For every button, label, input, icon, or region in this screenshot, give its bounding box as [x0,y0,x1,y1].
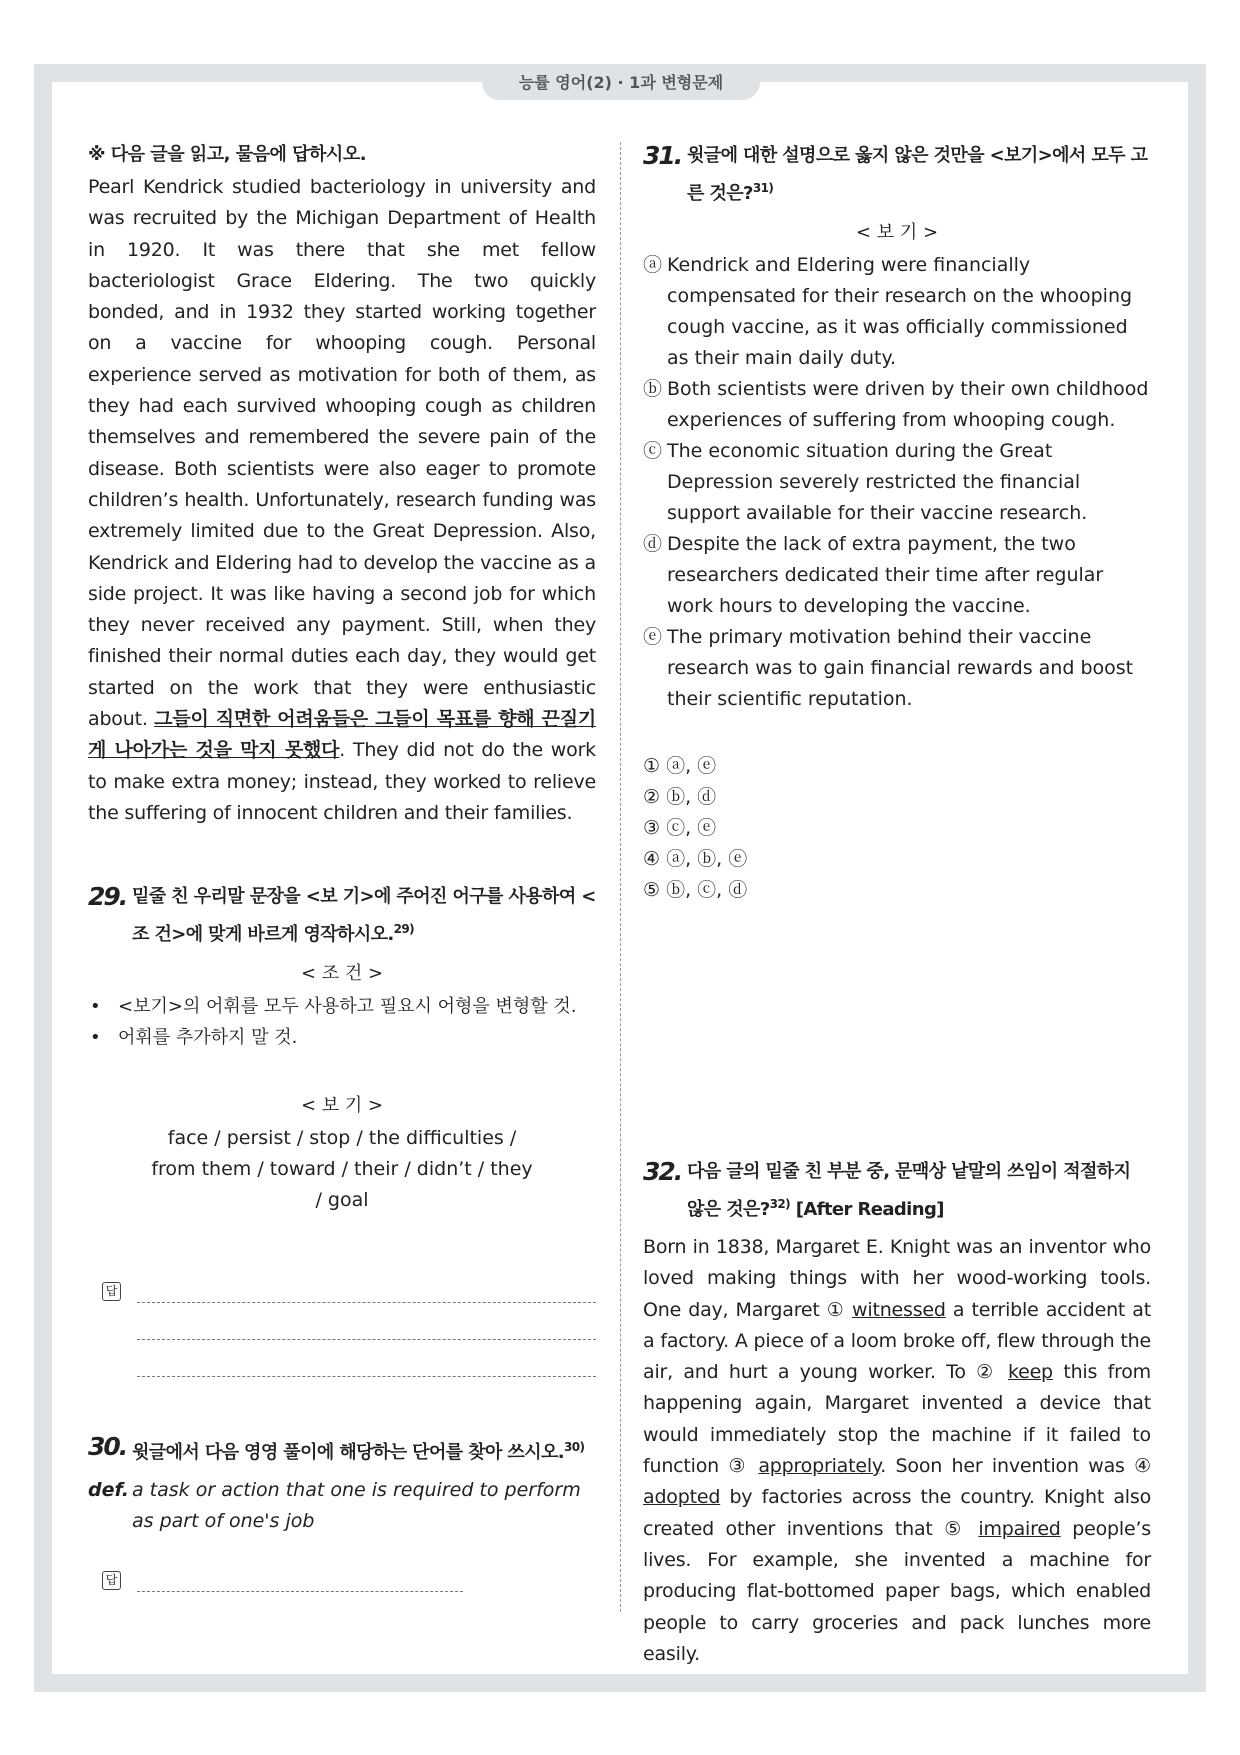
def-label: def. [88,1479,129,1502]
option-3[interactable]: ③ ⓒ, ⓔ [643,817,717,839]
bogi-statements [643,250,1151,715]
answer-line[interactable] [137,1571,463,1592]
question-30 [88,1431,596,1469]
answer-icon: 답 [102,1282,121,1301]
underlined-word-3: appropriately [758,1455,881,1478]
conditions-list [88,991,596,1053]
option-4[interactable]: ④ ⓐ, ⓑ, ⓔ [643,848,748,870]
bogi-words: face / persist / stop / the difficulties / from them / toward / their / didn’t / they / goal [151,1127,533,1212]
answer-lines[interactable] [137,1282,596,1377]
q32-passage: Born in 1838, Margaret E. Knight was an inventor who loved making things with her wood-working tools. One day, Margaret ① witnessed a terrible accident at a factory. A piece of a loom broke off, flew through the air, and hurt a young worker. To ② keep this from happening again, Margaret invented a device that would immediately stop the machine if it failed to function ③ appropriately. Soon her invention was ④ adopted by factories across the country. Knight also created other inventions that ⑤ impaired people’s lives. For example, she invented a machine for producing flat-bottomed paper bags, which enabled people to carry groceries and pack lunches more easily. [643,1236,1151,1665]
answer-area-29 [88,1282,596,1377]
condition-item: • <보기>의 어휘를 모두 사용하고 필요시 어형을 변형할 것. [88,991,596,1022]
conditions-title: < 조 건 > [300,963,384,985]
question-text: 윗글에서 다음 영영 풀이에 해당하는 단어를 찾아 쓰시오.$^{30)}$ [132,1440,585,1464]
question-number: 32. [643,1157,682,1186]
answer-area-30 [88,1571,596,1592]
option-5[interactable]: ⑤ ⓑ, ⓒ, ⓓ [643,879,748,901]
bogi-title: < 보 기 > [855,222,939,243]
question-number: 31. [643,141,682,170]
page-header: 능률 영어(2) · 1과 변형문제 [482,66,760,100]
statement-c: ⓒ The economic situation during the Great Depression severely restricted the financial support available for their vaccine research. [643,440,1088,524]
question-text: 다음 글의 밑줄 친 부분 중, 문맥상 낱말의 쓰임이 적절하지 않은 것은?$^{32)}$ [After Reading] [687,1161,1131,1220]
answer-line[interactable] [137,1340,596,1377]
passage-text-end: . They did not do the work to make extra money; instead, they worked to relieve the suffering of innocent children and their families. [88,739,596,824]
answer-line[interactable] [137,1282,596,1303]
condition-item: • 어휘를 추가하지 말 것. [88,1022,596,1053]
answer-icon: 답 [102,1571,121,1590]
right-column [643,140,1151,1670]
footnote-ref: 30) [564,1440,585,1455]
underlined-sentence: 그들이 직면한 어려움들은 그들이 목표를 향해 끈질기게 나아가는 것을 막지 못했다 [88,708,597,762]
underlined-word-1: witnessed [852,1298,946,1321]
statement-b: ⓑ Both scientists were driven by their own childhood experiences of suffering from whooping cough. [643,378,1149,431]
definition [88,1475,596,1537]
question-32 [643,1156,1151,1226]
option-2[interactable]: ② ⓑ, ⓓ [643,786,717,808]
footnote-ref: 31) [752,181,774,195]
definition-text: a task or action that one is required to perform as part of one's job [132,1479,581,1533]
option-1[interactable]: ① ⓐ, ⓔ [643,755,717,777]
footnote-ref: 29) [393,922,415,937]
question-31 [643,140,1151,210]
question-text: 윗글에 대한 설명으로 옳지 않은 것만을 <보기>에서 모두 고른 것은?$^{31)}$ [687,145,1148,204]
question-text: 밑줄 친 우리말 문장을 <보 기>에 주어진 어구를 사용하여 <조 건>에 맞게 바르게 영작하시오.$^{29)}$ [132,886,596,946]
underlined-word-4: adopted [643,1486,721,1509]
reading-passage [88,172,596,829]
statement-d: ⓓ Despite the lack of extra payment, the two researchers dedicated their time after regular work hours to developing the vaccine. [643,533,1104,617]
question-29 [88,881,596,951]
bogi-title: < 보 기 > [300,1095,384,1117]
statement-a: ⓐ Kendrick and Eldering were financially compensated for their research on the whooping cough vaccine, as it was officially commissioned as their main daily duty. [643,254,1133,369]
underlined-word-2: keep [1007,1361,1053,1384]
left-column [88,140,596,1592]
instruction: ※ 다음 글을 읽고, 물음에 답하시오. [88,144,367,165]
underlined-word-5: impaired [978,1517,1061,1540]
passage-text: Pearl Kendrick studied bacteriology in university and was recruited by the Michigan Department of Health in 1920. It was there that she met fellow bacteriologist Grace Eldering. The two quickly bonded, and in 1932 they started working together on a vaccine for whooping cough. Personal experience served as motivation for both of them, as they had each survived whooping cough as children themselves and remembered the severe pain of the disease. Both scientists were also eager to promote children’s health. Unfortunately, research funding was extremely limited due to the Great Depression. Also, Kendrick and Eldering had to develop the vaccine as a side project. It was like having a second job for which they never received any payment. Still, when they finished their normal duties each day, they would get started on the work that they were enthusiastic about. [88,176,596,731]
footnote-ref: 32) [769,1197,791,1211]
question-number: 30. [88,1432,127,1462]
answer-options [643,751,1151,906]
answer-line[interactable] [137,1303,596,1340]
question-number: 29. [88,882,127,912]
statement-e: ⓔ The primary motivation behind their vaccine research was to gain financial rewards and boost their scientific reputation. [643,626,1134,710]
column-divider [620,142,621,1612]
